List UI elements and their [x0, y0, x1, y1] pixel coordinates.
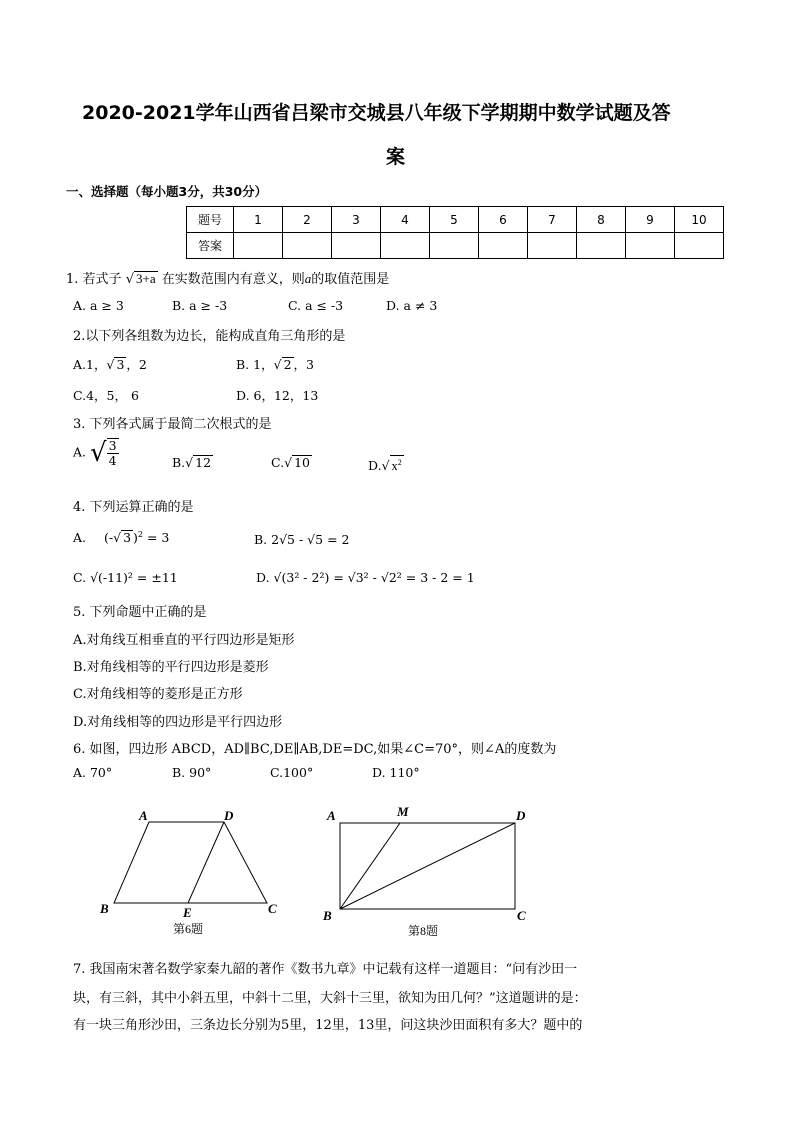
- sqrt-symbol: √: [125, 272, 134, 287]
- q1-radicand: 3+a: [135, 271, 156, 286]
- q3-d-exponent: 2: [397, 458, 402, 467]
- q2-option-c: C.4，5， 6: [73, 388, 139, 403]
- fig8-label-a: A: [327, 808, 336, 823]
- q2-b-text: ，3: [293, 357, 314, 372]
- fig6-trapezoid: [114, 822, 267, 903]
- q4-a-paren: (-: [104, 530, 114, 546]
- q1-stem-part: 在实数范围内有意义，则: [161, 272, 305, 287]
- page-title-line2: 案: [386, 146, 406, 168]
- sqrt-symbol: √: [284, 455, 293, 470]
- q4-a-rhs: = 3: [143, 530, 170, 546]
- q4-a-paren: ): [133, 530, 138, 546]
- fig6-label-c: C: [268, 901, 277, 916]
- q3-c-radicand: 10: [294, 455, 310, 470]
- question-5-stem: 5. 下列命题中正确的是: [73, 605, 207, 620]
- sqrt-symbol: √: [273, 357, 282, 372]
- q2-option-d: D. 6，12，13: [236, 388, 319, 403]
- fig8-label-b: B: [323, 908, 332, 923]
- q6-option-d: D. 110°: [372, 765, 420, 780]
- q2-b-text: B. 1，: [236, 357, 274, 372]
- section-heading-choice: 一、选择题（每小题3分，共30分）: [66, 184, 268, 199]
- question-4-stem: 4. 下列运算正确的是: [73, 500, 194, 515]
- q4-a-label: A.: [73, 530, 87, 546]
- fig8-label-c: C: [517, 908, 526, 923]
- q5-option-c: C.对角线相等的菱形是正方形: [73, 687, 243, 702]
- q3-d-var: x: [391, 459, 398, 474]
- q3-a-label: A.: [73, 444, 87, 460]
- fig6-label-a: A: [139, 808, 148, 823]
- sqrt-symbol: √: [90, 438, 107, 468]
- fig8-caption: 第8题: [408, 924, 439, 938]
- sqrt-symbol: √: [185, 455, 194, 470]
- answer-table-number: 9: [626, 207, 675, 233]
- answer-table-number: 2: [283, 207, 332, 233]
- q4-a-exponent: 2: [137, 530, 144, 539]
- question-2-stem: 2.以下列各组数为边长，能构成直角三角形的是: [73, 329, 346, 344]
- answer-table-answer-label: 答案: [187, 233, 234, 259]
- question-7-line1: 7. 我国南宋著名数学家秦九韶的著作《数书九章》中记载有这样一道题目：“问有沙田一: [73, 962, 578, 977]
- answer-table-number: 4: [381, 207, 430, 233]
- q3-b-radicand: 12: [195, 455, 212, 470]
- q3-a-denominator: 4: [108, 453, 117, 468]
- answer-table-number: 6: [479, 207, 528, 233]
- answer-table-number: 8: [577, 207, 626, 233]
- q1-option-c: C. a ≤ -3: [288, 298, 344, 313]
- question-3-stem: 3. 下列各式属于最简二次根式的是: [73, 417, 272, 432]
- q2-b-radicand: 2: [283, 357, 292, 372]
- q3-a-numerator: 3: [108, 438, 117, 453]
- q5-option-d: D.对角线相等的四边形是平行四边形: [73, 715, 283, 730]
- q2-a-text: A.1，: [73, 357, 107, 372]
- fig8-label-m: M: [397, 804, 409, 819]
- answer-table-header: 题号: [187, 207, 234, 233]
- q1-stem-part: 1. 若式子: [66, 272, 122, 287]
- figure-6: [114, 822, 267, 903]
- q6-option-b: B. 90°: [172, 765, 212, 780]
- answer-table-number: 3: [332, 207, 381, 233]
- q3-d-label: D.: [368, 458, 382, 474]
- q1-stem-part: 的取值范围是: [311, 272, 390, 287]
- question-7-line2: 块，有三斜，其中小斜五里，中斜十二里，大斜十三里，欲知为田几何？”这道题讲的是：: [73, 991, 587, 1006]
- q4-option-d: D. √(3² - 2²) = √3² - √2² = 3 - 2 = 1: [256, 570, 475, 585]
- fig8-segment-bd: [340, 823, 515, 909]
- q3-b-label: B.: [172, 455, 186, 470]
- answer-table-number: 5: [430, 207, 479, 233]
- sqrt-symbol: √: [113, 530, 122, 546]
- q6-option-a: A. 70°: [73, 765, 113, 780]
- q1-variable: a: [304, 271, 312, 286]
- q3-c-label: C.: [271, 455, 285, 470]
- fig6-label-d: D: [224, 808, 234, 823]
- answer-table-number: 10: [675, 207, 724, 233]
- q1-option-a: A. a ≥ 3: [73, 298, 124, 313]
- question-6-stem: 6. 如图，四边形 ABCD，AD∥BC,DE∥AB,DE=DC,如果∠C=70°，则∠A的度数为: [73, 742, 557, 757]
- q1-option-b: B. a ≥ -3: [172, 298, 228, 313]
- q2-a-text: ，2: [126, 357, 147, 372]
- fig6-segment-de: [188, 822, 224, 903]
- q4-a-radicand: 3: [123, 530, 132, 546]
- answer-table-number: 7: [528, 207, 577, 233]
- q1-option-d: D. a ≠ 3: [386, 298, 438, 313]
- fig8-segment-bm: [340, 823, 400, 909]
- sqrt-symbol: √: [106, 357, 115, 372]
- fig6-label-e: E: [183, 905, 192, 920]
- sqrt-symbol: √: [381, 458, 390, 474]
- q5-option-b: B.对角线相等的平行四边形是菱形: [73, 660, 269, 675]
- q6-option-c: C.100°: [270, 765, 314, 780]
- answer-table-number: 1: [234, 207, 283, 233]
- q4-option-b: B. 2√5 - √5 = 2: [254, 532, 350, 547]
- q5-option-a: A.对角线互相垂直的平行四边形是矩形: [73, 633, 295, 648]
- page-title-line1: 2020-2021学年山西省吕梁市交城县八年级下学期期中数学试题及答: [82, 102, 671, 124]
- fig6-label-b: B: [100, 901, 109, 916]
- question-7-line3: 有一块三角形沙田，三条边长分别为5里，12里，13里，问这块沙田面积有多大？题中的: [73, 1018, 583, 1033]
- figure-8: [340, 823, 515, 909]
- q2-a-radicand: 3: [116, 357, 125, 372]
- q4-option-c: C. √(-11)² = ±11: [73, 570, 178, 585]
- fig6-caption: 第6题: [173, 922, 204, 936]
- fig8-label-d: D: [516, 808, 526, 823]
